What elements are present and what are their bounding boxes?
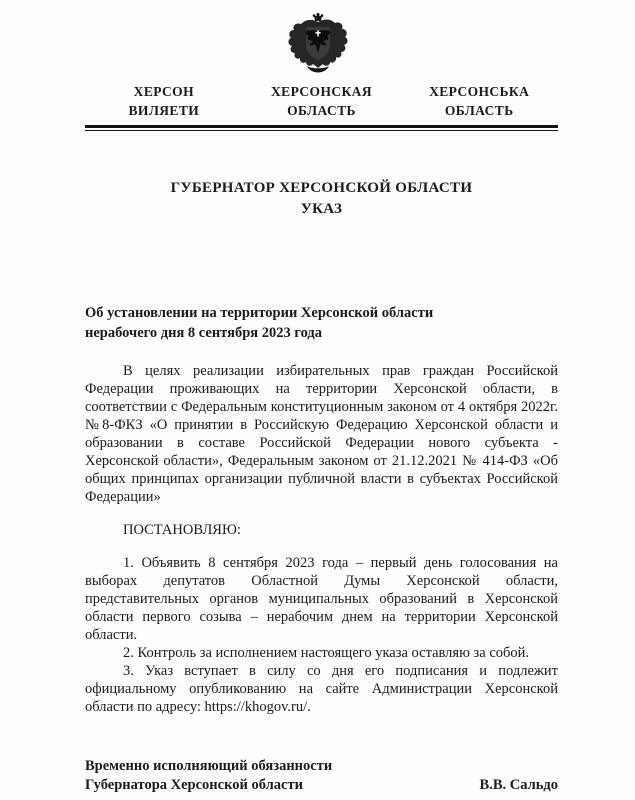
region-name-tatar-line2: ВИЛЯЕТИ [128,103,200,118]
resolution-word: ПОСТАНОВЛЯЮ: [123,522,241,538]
region-name-russian-line2: ОБЛАСТЬ [287,103,356,118]
signer-name: В.В. Сальдо [479,777,558,793]
letterhead-divider-rule [85,125,558,131]
document-title-type: УКАЗ [300,201,343,217]
preamble-paragraph: В целях реализации избирательных прав граждан Российской Федерации проживающих на территории Херсонской области, в соответствии с Федеральным конституционным законом от 4 октября 2022г. №8-ФКЗ «О принятии в Российскую Федерацию Херсонской области и образовании в составе Российской Федерации нового субъекта - Херсонской области», Федеральным законом от 21.12.2021 № 414-ФЗ «Об общих принципах организации публичной власти в субъектах Российской Федерации» [85,363,558,505]
document-subject-line1: Об установлении на территории Херсонской области [85,305,434,321]
signer-position-line2: Губернатора Херсонской области [85,777,303,793]
document-subject [85,304,558,343]
resolution-items [85,554,558,716]
region-name-tatar [85,82,243,120]
coat-of-arms-icon [285,13,351,79]
signature-block [85,757,558,796]
region-name-ukrainian [400,82,558,120]
document-title [85,178,558,220]
region-name-russian-line1: ХЕРСОНСКАЯ [271,84,372,99]
letterhead-emblem [0,0,635,79]
letterhead-region-names [85,82,558,120]
region-name-russian [243,82,401,120]
resolution-item-1: 1. Объявить 8 сентября 2023 года – первый день голосования на выборах депутатов Областной Думы Херсонской области, представительных органов муниципальных образований в Херсонской области первого созыва – нерабочим днем на территории Херсонской области. [85,554,558,643]
signer-position-line1: Временно исполняющий обязанности [85,757,333,774]
resolution-item-2: 2. Контроль за исполнением настоящего указа оставляю за собой. [123,644,530,661]
region-name-ukrainian-line1: ХЕРСОНСЬКА [429,84,530,99]
region-name-ukrainian-line2: ОБЛАСТЬ [444,103,514,118]
signer-position [85,757,332,796]
document-title-issuer: ГУБЕРНАТОР ХЕРСОНСКОЙ ОБЛАСТИ [170,180,473,196]
document-subject-line2: нерабочего дня 8 сентября 2023 года [85,324,323,341]
resolution-item-3: 3. Указ вступает в силу со дня его подписания и подлежит официальному опубликованию на сайте Администрации Херсонской области по адресу: https://khogov.ru/. [85,662,558,715]
region-name-tatar-line1: ХЕРСОН [133,84,194,99]
